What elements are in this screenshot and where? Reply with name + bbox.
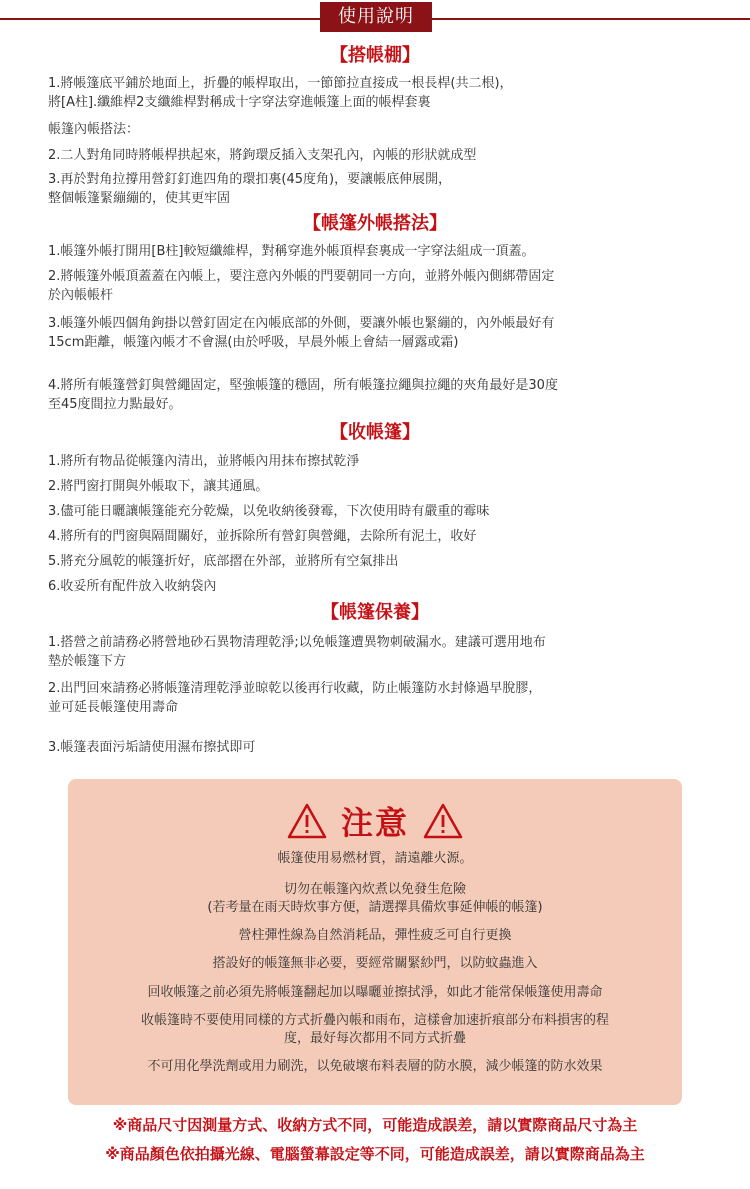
notice-line: 搭設好的帳篷無非必要，要經常關緊紗門，以防蚊蟲進入 — [212, 956, 538, 971]
notice-title: 注意 — [340, 804, 409, 842]
pack-step: 3.儘可能日曬讓帳篷能充分乾燥，以免收納後發霉，下次使用時有嚴重的霉味 — [48, 504, 490, 519]
warning-triangle-icon — [287, 803, 327, 839]
outer-step-3b: 15cm距離，帳篷內帳才不會濕(由於呼吸，早晨外帳上會結一層露或霜) — [48, 335, 459, 350]
care-step-2b: 並可延長帳篷使用壽命 — [48, 700, 179, 715]
setup-inner-label: 帳篷內帳搭法： — [48, 122, 140, 137]
page-title: 使用說明 — [320, 2, 432, 32]
warning-triangle-icon — [423, 803, 463, 839]
setup-step-2: 2.二人對角同時將帳桿拱起來，將鉤環反插入支架孔內，內帳的形狀就成型 — [48, 148, 477, 163]
outer-step-4b: 至45度間拉力點最好。 — [48, 397, 182, 412]
care-step-1b: 墊於帳篷下方 — [48, 654, 127, 669]
setup-step-3b: 整個帳篷緊繃繃的，使其更牢固 — [48, 191, 231, 206]
outer-step-1: 1.帳篷外帳打開用[B柱]較短纖維桿，對稱穿進外帳頂桿套裏成一字穿法組成一頂蓋。 — [48, 244, 535, 259]
notice-line: (若考量在雨天時炊事方便，請選擇具備炊事延伸帳的帳篷) — [207, 900, 543, 915]
notice-line: 帳篷使用易燃材質，請遠離火源。 — [277, 851, 473, 866]
notice-header — [68, 801, 682, 841]
outer-step-2a: 2.將帳篷外帳頂蓋蓋在內帳上，要注意內外帳的門要朝同一方向，並將外帳內側綁帶固定 — [48, 269, 555, 284]
section-heading-setup: 【搭帳棚】 — [330, 45, 420, 66]
pack-step: 5.將充分風乾的帳篷折好，底部摺在外部，並將所有空氣排出 — [48, 554, 399, 569]
section-heading-pack: 【收帳篷】 — [330, 422, 420, 443]
pack-step: 2.將門窗打開與外帳取下，讓其通風。 — [48, 479, 269, 494]
pack-step: 6.收妥所有配件放入收納袋內 — [48, 579, 217, 594]
footer-note-size: ※商品尺寸因測量方式、收納方式不同，可能造成誤差，請以實際商品尺寸為主 — [112, 1116, 638, 1134]
pack-step: 1.將所有物品從帳篷內清出，並將帳內用抹布擦拭乾淨 — [48, 454, 360, 469]
outer-step-3a: 3.帳篷外帳四個角鉤掛以營釘固定在內帳底部的外側，要讓外帳也緊繃的，內外帳最好有 — [48, 316, 555, 331]
notice-line: 回收帳篷之前必須先將帳篷翻起加以曝曬並擦拭淨，如此才能常保帳篷使用壽命 — [147, 985, 603, 1000]
notice-line: 營柱彈性線為自然消耗品，彈性疲乏可自行更換 — [238, 928, 512, 943]
notice-line: 不可用化學洗劑或用力刷洗，以免破壞布料表層的防水膜，減少帳篷的防水效果 — [147, 1059, 603, 1074]
care-step-3: 3.帳篷表面污垢請使用濕布擦拭即可 — [48, 740, 256, 755]
setup-step-1b: 將[A柱].纖維桿2支纖維桿對稱成十字穿法穿進帳篷上面的帳桿套裏 — [48, 95, 431, 110]
setup-step-1a: 1.將帳篷底平鋪於地面上，折疊的帳桿取出，一節節拉直接成一根長桿(共二根)， — [48, 76, 513, 91]
section-heading-outer: 【帳篷外帳搭法】 — [303, 213, 447, 234]
care-step-1a: 1.搭營之前請務必將營地砂石異物清理乾淨;以免帳篷遭異物刺破漏水。建議可選用地布 — [48, 635, 546, 650]
notice-line: 度，最好每次都用不同方式折疊 — [283, 1031, 466, 1046]
pack-step: 4.將所有的門窗與隔間關好，並拆除所有營釘與營繩，去除所有泥土，收好 — [48, 529, 477, 544]
care-step-2a: 2.出門回來請務必將帳篷清理乾淨並晾乾以後再行收藏，防止帳篷防水封條過早脫膠， — [48, 681, 542, 696]
outer-step-2b: 於內帳帳杆 — [48, 288, 114, 303]
notice-box — [68, 779, 682, 1105]
outer-step-4a: 4.將所有帳篷營釘與營繩固定，堅強帳篷的穩固，所有帳篷拉繩與拉繩的夾角最好是30度 — [48, 378, 558, 393]
notice-line: 切勿在帳篷內炊煮以免發生危險 — [283, 882, 466, 897]
section-heading-care: 【帳篷保養】 — [321, 602, 429, 623]
setup-step-3a: 3.再於對角拉撐用營釘釘進四角的環扣裏(45度角)，要讓帳底伸展開， — [48, 172, 452, 187]
notice-line: 收帳篷時不要使用同樣的方式折疊內帳和雨布，這樣會加速折痕部分布料損害的程 — [140, 1013, 609, 1028]
footer-note-color: ※商品顏色依拍攝光線、電腦螢幕設定等不同，可能造成誤差，請以實際商品為主 — [105, 1145, 645, 1163]
